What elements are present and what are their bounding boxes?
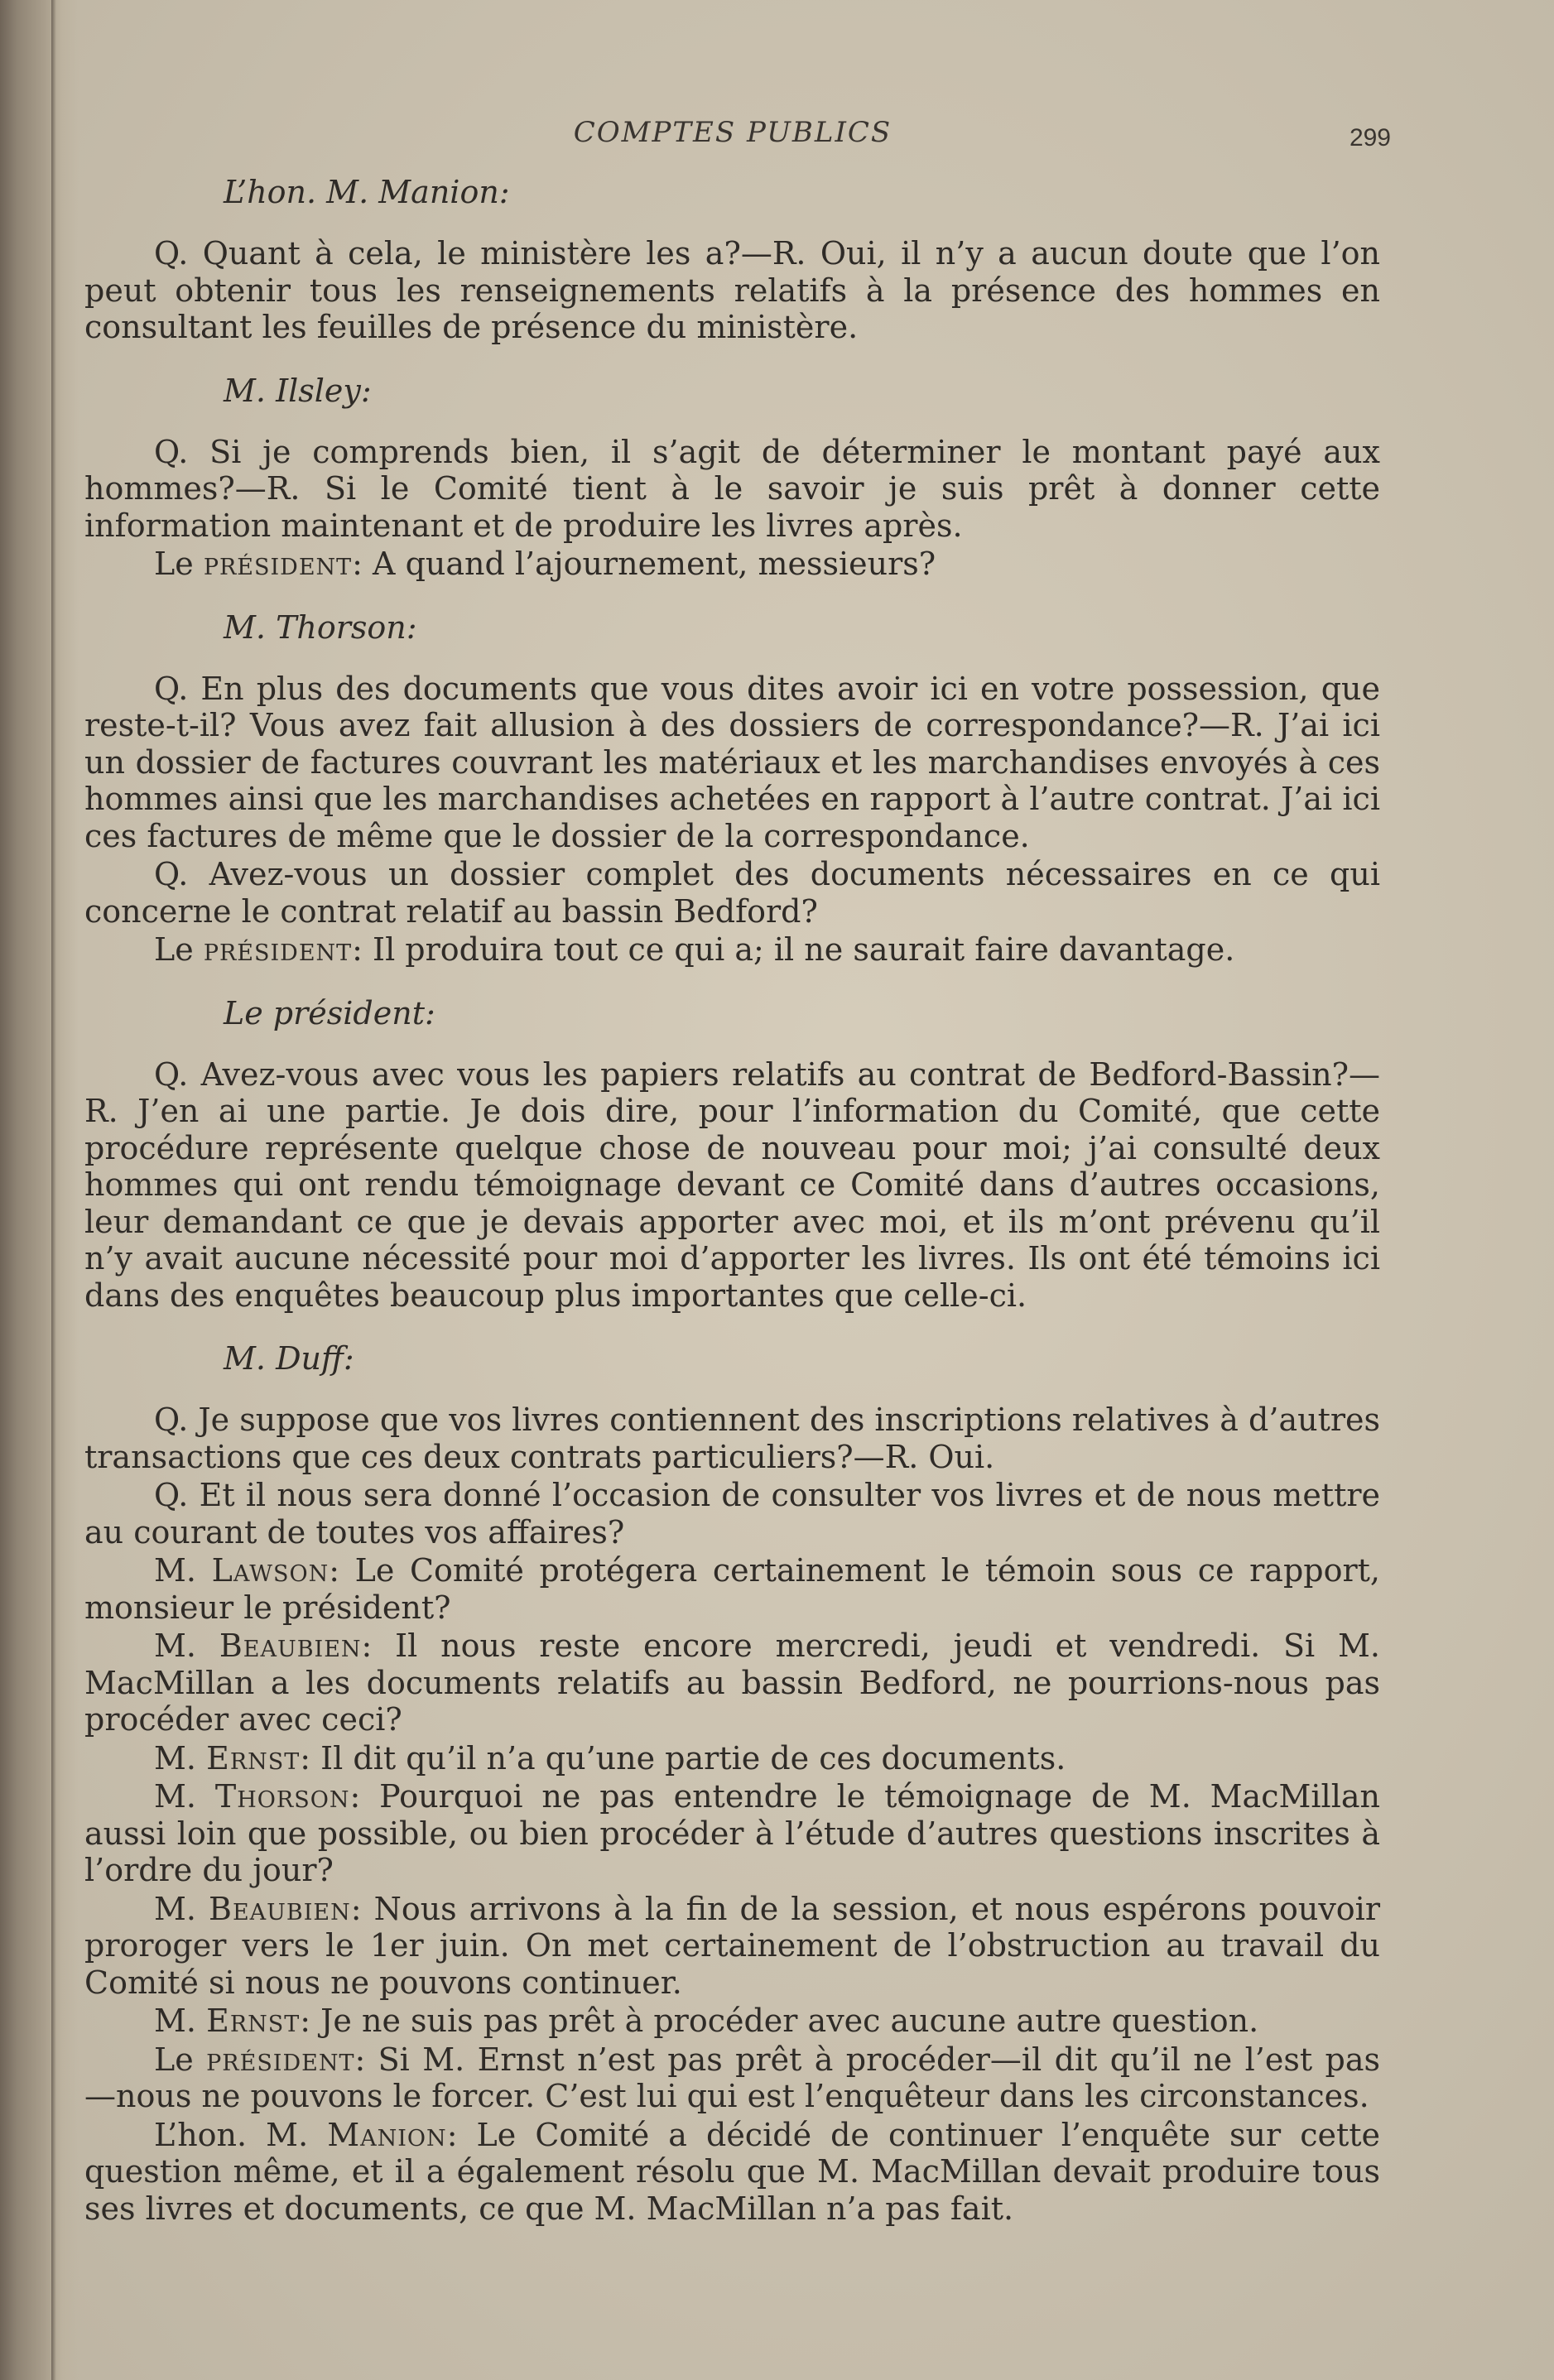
speaker-prefix: M. bbox=[154, 1778, 215, 1815]
exchange-section bbox=[84, 1340, 1380, 2227]
paragraph bbox=[84, 235, 1380, 346]
speaker-prefix: L’hon. M. bbox=[154, 2116, 328, 2153]
paragraph bbox=[84, 1056, 1380, 1315]
paragraph bbox=[84, 1402, 1380, 1475]
speaker-name: Beaubien bbox=[209, 1890, 351, 1927]
speaker-prefix: M. bbox=[154, 1739, 207, 1777]
paragraph-text: Q. Quant à cela, le ministère les a?—R. Oui, il n’y a aucun doute que l’on peut obtenir tous les renseignements relatifs à la présence des hommes en consultant les feuilles de présence du ministère. bbox=[84, 235, 1380, 345]
speaker-prefix: M. bbox=[154, 1552, 212, 1589]
speaker-heading: M. Duff: bbox=[224, 1340, 354, 1377]
speaker-name: Lawson bbox=[211, 1552, 330, 1589]
book-binding-shadow bbox=[0, 0, 79, 2380]
exchange-section bbox=[84, 609, 1380, 969]
paragraph-text: : Pourquoi ne pas entendre le témoignage de M. MacMillan aussi loin que possible, ou bien procéder à l’étude d’autres questions inscrites à l’ordre du jour? bbox=[84, 1778, 1380, 1888]
speaker-prefix: Le bbox=[154, 2041, 207, 2078]
paragraph bbox=[84, 931, 1380, 969]
paragraph bbox=[84, 671, 1380, 855]
paragraph bbox=[84, 1891, 1380, 2002]
speaker-prefix: M. bbox=[154, 2003, 207, 2039]
paragraph-text: : Il dit qu’il n’a qu’une partie de ces documents. bbox=[300, 1739, 1066, 1777]
paragraph bbox=[84, 546, 1380, 583]
paragraph-text: : Nous arrivons à la fin de la session, et nous espérons pouvoir proroger vers le 1er juin. On met certainement de l’obstruction au travail du Comité si nous ne pouvons continuer. bbox=[84, 1890, 1380, 2001]
speaker-name: Ernst bbox=[206, 1739, 301, 1777]
speaker-name: Beaubien bbox=[219, 1628, 362, 1664]
running-title: COMPTES PUBLICS bbox=[573, 116, 892, 149]
speaker-heading: M. Ilsley: bbox=[224, 372, 372, 409]
paragraph bbox=[84, 2041, 1380, 2115]
running-header bbox=[0, 116, 1554, 157]
paragraph bbox=[84, 2117, 1380, 2228]
paragraph bbox=[84, 1552, 1380, 1626]
gutter-edge bbox=[51, 0, 56, 2380]
exchange-section bbox=[84, 174, 1380, 346]
page-number: 299 bbox=[1349, 124, 1391, 151]
paragraph bbox=[84, 1740, 1380, 1777]
speaker-name: président bbox=[203, 546, 353, 582]
exchange-section bbox=[84, 373, 1380, 583]
speaker-name: Manion bbox=[327, 2116, 447, 2153]
paragraph-text: : Le Comité protégera certainement le témoin sous ce rapport, monsieur le président? bbox=[84, 1552, 1380, 1626]
paragraph-text: : Le Comité a décidé de continuer l’enquête sur cette question même, et il a également résolu que M. MacMillan devait produire tous ses livres et documents, ce que M. MacMillan n’a pas fait. bbox=[84, 2116, 1380, 2227]
paragraph-text: : Il nous reste encore mercredi, jeudi et vendredi. Si M. MacMillan a les documents relatifs au bassin Bedford, ne pourrions-nous pas procéder avec ceci? bbox=[84, 1628, 1380, 1738]
paragraph bbox=[84, 856, 1380, 930]
speaker-name: Ernst bbox=[206, 2003, 301, 2039]
paragraph-text: Q. Et il nous sera donné l’occasion de consulter vos livres et de nous mettre au courant de toutes vos affaires? bbox=[84, 1477, 1380, 1551]
speaker-name: président bbox=[203, 931, 353, 968]
speaker-prefix: Le bbox=[154, 546, 204, 582]
speaker-prefix: M. bbox=[154, 1628, 219, 1664]
paragraph-text: Q. En plus des documents que vous dites avoir ici en votre possession, que reste-t-il? Vous avez fait allusion à des dossiers de correspondance?—R. J’ai ici un dossier de factures couvrant les matériaux et les marchandises envoyés à ces hommes ainsi que les marchandises achetées en rapport à l’autre contrat. J’ai ici ces factures de même que le dossier de la correspondance. bbox=[84, 670, 1380, 854]
paragraph-text: Q. Si je comprends bien, il s’agit de déterminer le montant payé aux hommes?—R. Si le Comité tient à le savoir je suis prêt à donner cette information maintenant et de produire les livres après. bbox=[84, 433, 1380, 544]
paragraph bbox=[84, 1628, 1380, 1738]
paragraph bbox=[84, 1778, 1380, 1889]
speaker-prefix: M. bbox=[154, 1890, 209, 1927]
transcript-body bbox=[84, 174, 1380, 2229]
paragraph bbox=[84, 1477, 1380, 1551]
speaker-name: Thorson bbox=[214, 1778, 350, 1815]
speaker-heading: M. Thorson: bbox=[224, 608, 417, 646]
speaker-heading: L’hon. M. Manion: bbox=[224, 174, 510, 210]
paragraph-text: : Il produira tout ce qui a; il ne saurait faire davantage. bbox=[352, 931, 1235, 968]
exchange-section bbox=[84, 995, 1380, 1315]
paragraph bbox=[84, 434, 1380, 545]
speaker-heading: Le président: bbox=[224, 994, 435, 1031]
paragraph-text: Q. Avez-vous un dossier complet des documents nécessaires en ce qui concerne le contrat relatif au bassin Bedford? bbox=[84, 856, 1380, 930]
paragraph-text: Q. Avez-vous avec vous les papiers relatifs au contrat de Bedford-Bassin?—R. J’en ai une partie. Je dois dire, pour l’information du Comité, que cette procédure représente quelque chose de nouveau pour moi; j’ai consulté deux hommes qui ont rendu témoignage devant ce Comité dans d’autres occasions, leur demandant ce que je devais apporter avec moi, et ils m’ont prévenu qu’il n’y avait aucune nécessité pour moi d’apporter les livres. Ils ont été témoins ici dans des enquêtes beaucoup plus importantes que celle-ci. bbox=[84, 1055, 1380, 1314]
paragraph-text: : Je ne suis pas prêt à procéder avec aucune autre question. bbox=[300, 2003, 1259, 2039]
paragraph-text: : Si M. Ernst n’est pas prêt à procéder—il dit qu’il ne l’est pas —nous ne pouvons le forcer. C’est lui qui est l’enquêteur dans les circonstances. bbox=[84, 2041, 1380, 2114]
speaker-name: président bbox=[206, 2041, 355, 2078]
paragraph-text: : A quand l’ajournement, messieurs? bbox=[352, 546, 936, 582]
speaker-prefix: Le bbox=[154, 931, 204, 968]
paragraph bbox=[84, 2003, 1380, 2040]
paragraph-text: Q. Je suppose que vos livres contiennent des inscriptions relatives à d’autres transactions que ces deux contrats particuliers?—R. Oui. bbox=[84, 1402, 1380, 1475]
